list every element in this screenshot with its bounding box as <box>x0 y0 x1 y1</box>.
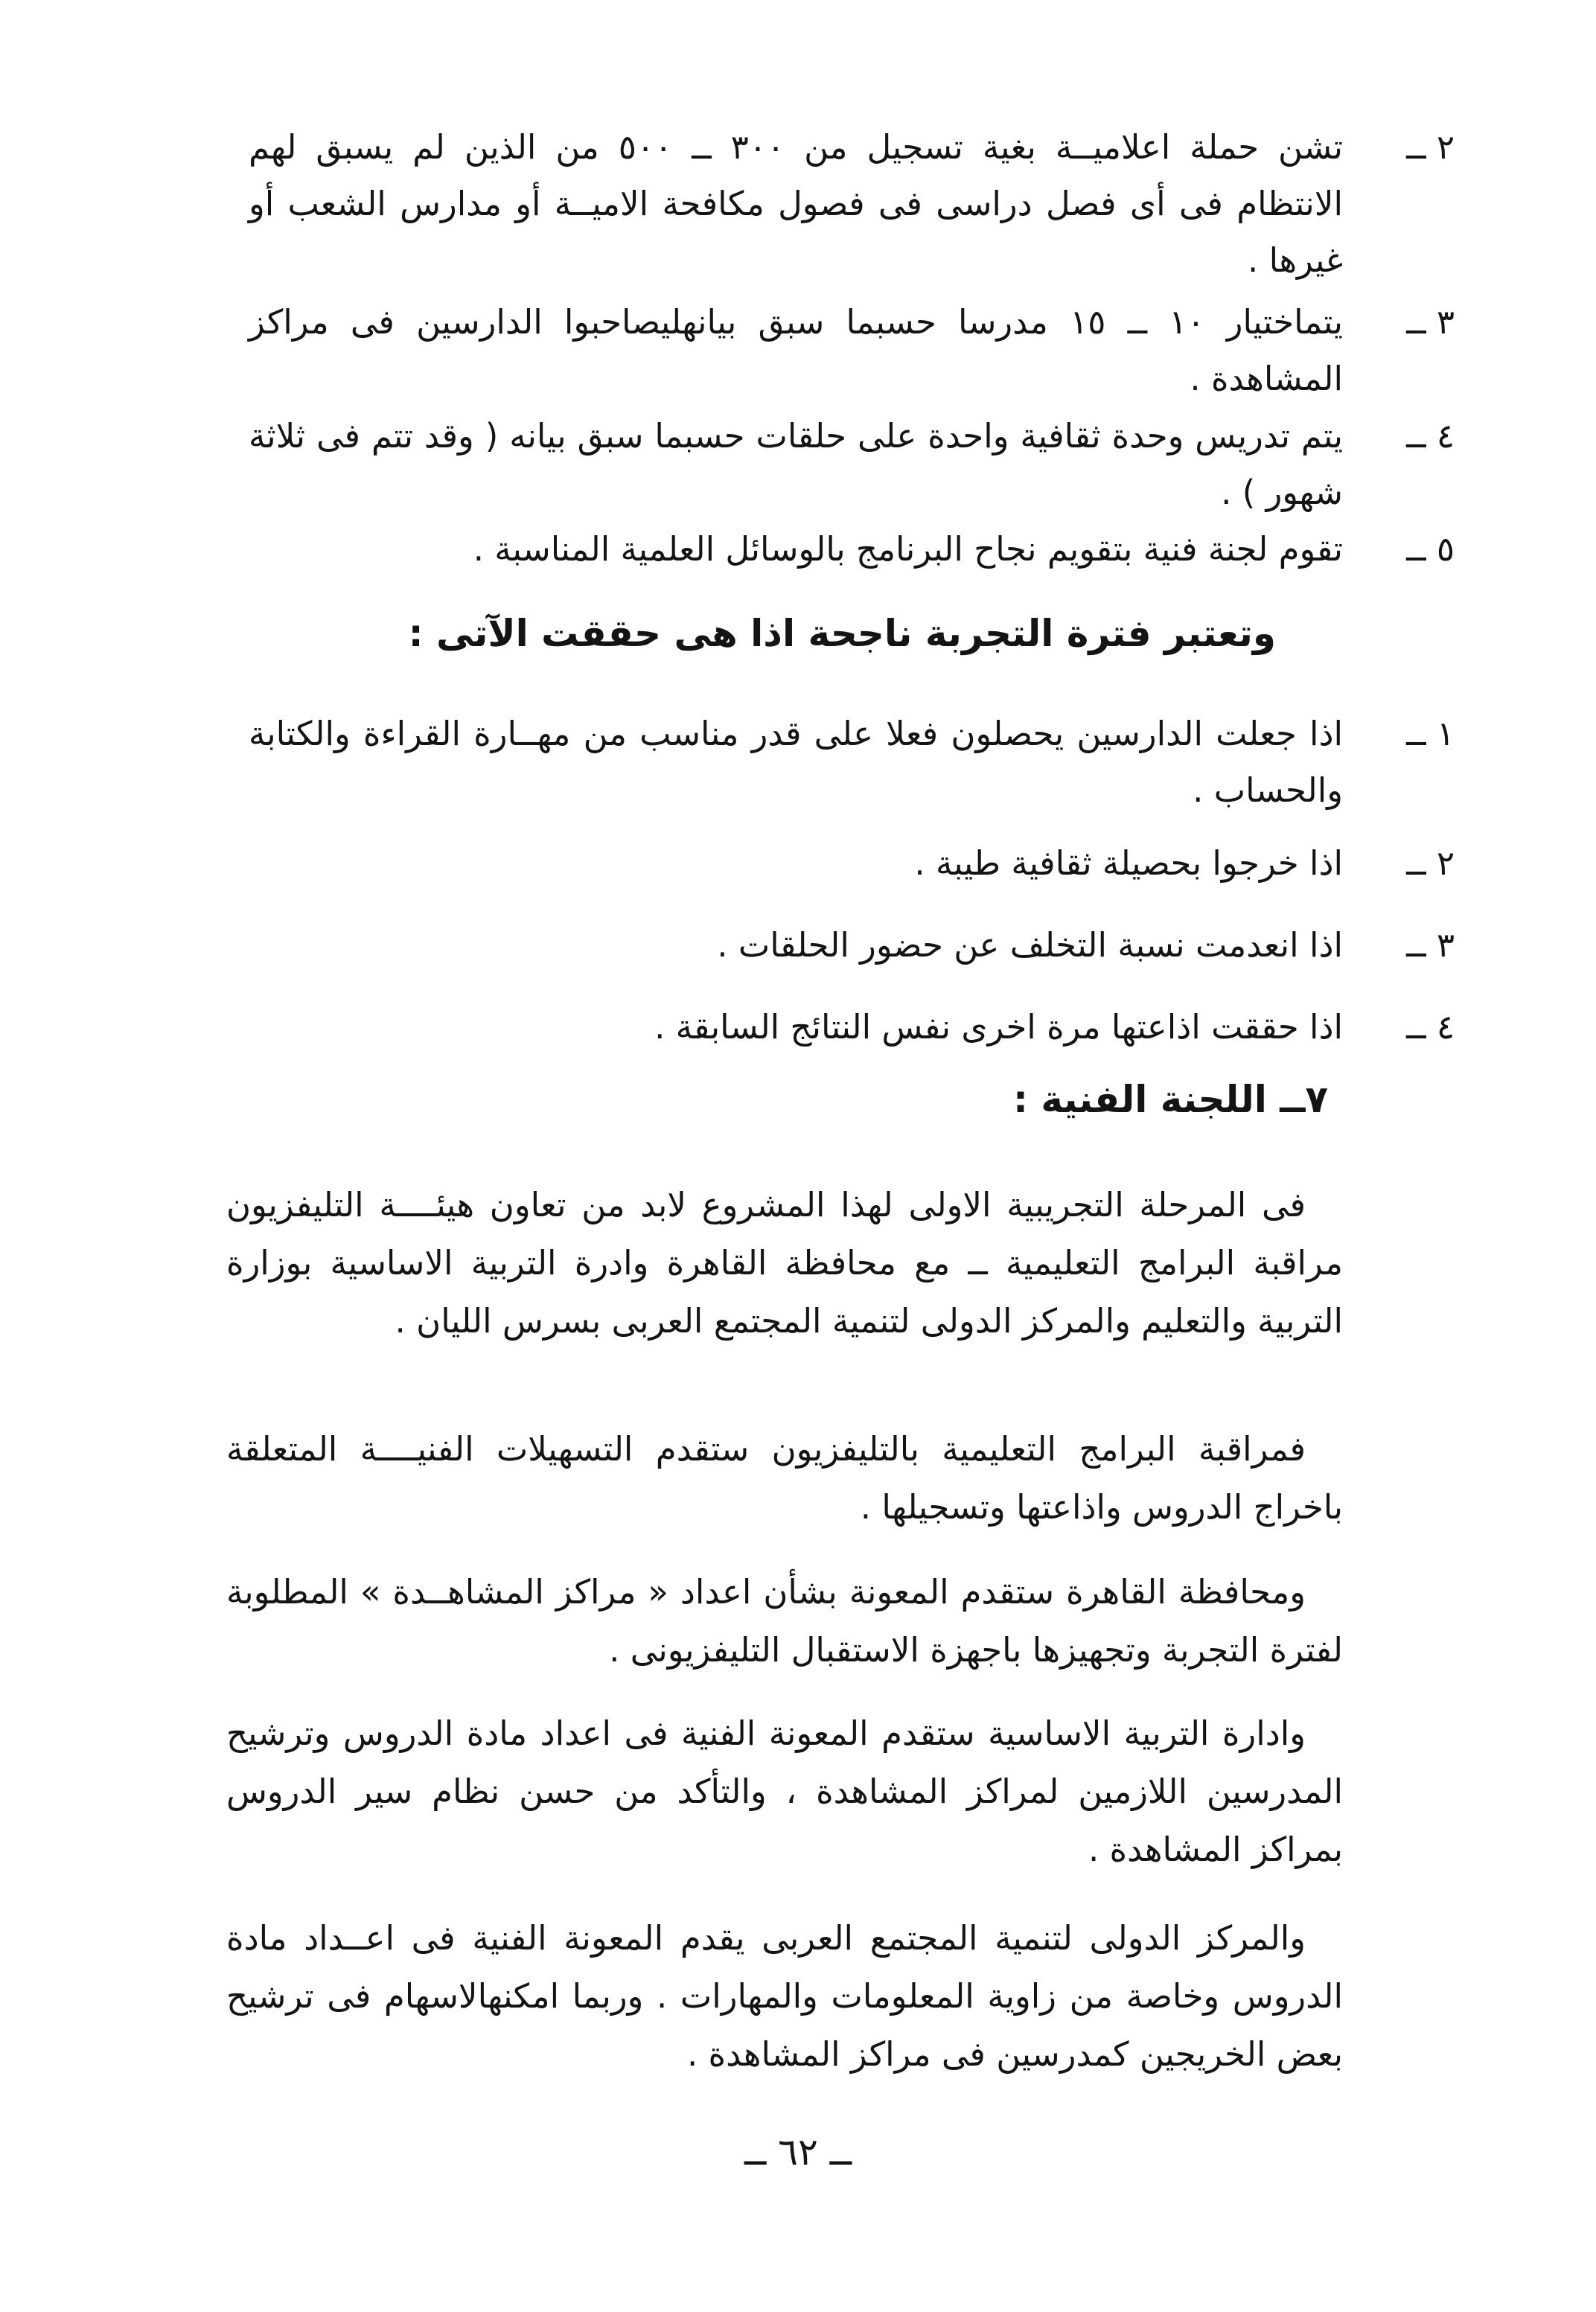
paragraph <box>226 1705 1343 1879</box>
paragraph <box>226 1563 1343 1679</box>
item-number: ٥ ــ <box>1406 529 1455 569</box>
item-text: تقوم لجنة فنية بتقويم نجاح البرنامج بالوسائل العلمية المناسبة . <box>473 529 1343 569</box>
paragraph <box>226 1909 1343 2083</box>
list-item <box>249 835 1455 892</box>
item-number: ٢ ــ <box>1406 843 1455 883</box>
list-item <box>249 408 1455 521</box>
item-text: اذا جعلت الدارسين يحصلون فعلا على قدر مناسب من مهــارة القراءة والكتابة والحساب . <box>249 714 1343 810</box>
list-item <box>249 999 1455 1056</box>
item-number: ٤ ــ <box>1406 416 1455 456</box>
paragraph-text: فى المرحلة التجريبية الاولى لهذا المشروع لابد من تعاون هيئــــة التليفزيون مراقبة البرامج التعليمية ــ مع محافظة القاهرة وادرة التربية الاساسية بوزارة التربية والتعليم والمركز الدولى لتنمية المجتمع العربى بسرس الليان . <box>226 1185 1343 1341</box>
success-criteria-heading: وتعتبر فترة التجربة ناجحة اذا هى حققت الآتى : <box>408 612 1276 655</box>
item-text: يتم تدريس وحدة ثقافية واحدة على حلقات حسبما سبق بيانه ( وقد تتم فى ثلاثة شهور ) . <box>249 416 1343 512</box>
item-text: يتماختيار ١٠ ــ ١٥ مدرسا حسبما سبق بيانهليصاحبوا الدارسين فى مراكز المشاهدة . <box>249 302 1343 398</box>
item-number: ٣ ــ <box>1406 302 1455 342</box>
list-item <box>249 521 1455 578</box>
item-text: اذا حققت اذاعتها مرة اخرى نفس النتائج السابقة . <box>654 1007 1343 1047</box>
item-number: ٤ ــ <box>1406 1007 1455 1047</box>
paragraph-text: فمراقبة البرامج التعليمية بالتليفزيون ستقدم التسهيلات الفنيــــة المتعلقة باخراج الدروس واذاعتها وتسجيلها . <box>226 1429 1343 1527</box>
item-text: تشن حملة اعلاميــة بغية تسجيل من ٣٠٠ ــ ٥٠٠ من الذين لم يسبق لهم الانتظام فى أى فصل دراسى فى فصول مكافحة الاميــة أو مدارس الشعب أو غيرها . <box>249 127 1343 280</box>
item-text: اذا انعدمت نسبة التخلف عن حضور الحلقات . <box>717 925 1343 965</box>
paragraph-text: ومحافظة القاهرة ستقدم المعونة بشأن اعداد « مراكز المشاهــدة » المطلوبة لفترة التجربة وتجهيزها باجهزة الاستقبال التليفزيونى . <box>226 1572 1343 1670</box>
paragraph-text: وادارة التربية الاساسية ستقدم المعونة الفنية فى اعداد مادة الدروس وترشيح المدرسين اللازمين لمراكز المشاهدة ، والتأكد من حسن نظام سير الدروس بمراكز المشاهدة . <box>226 1714 1343 1869</box>
paragraph-text: والمركز الدولى لتنمية المجتمع العربى يقدم المعونة الفنية فى اعــداد مادة الدروس وخاصة من زاوية المعلومات والمهارات . وربما امكنهالاسهام فى ترشيح بعض الخريجين كمدرسين فى مراكز المشاهدة . <box>226 1918 1343 2074</box>
list-item <box>249 119 1455 289</box>
item-number: ١ ــ <box>1406 714 1455 753</box>
page-number: ــ ٦٢ ــ <box>744 2130 852 2174</box>
item-text: اذا خرجوا بحصيلة ثقافية طيبة . <box>914 843 1343 883</box>
paragraph <box>226 1176 1343 1350</box>
paragraph <box>226 1420 1343 1536</box>
item-number: ٢ ــ <box>1406 127 1455 167</box>
technical-committee-heading: ٧ــ اللجنة الفنية : <box>1012 1078 1328 1121</box>
list-item <box>249 917 1455 974</box>
list-item <box>249 706 1455 819</box>
item-number: ٣ ــ <box>1406 925 1455 965</box>
list-item <box>249 294 1455 407</box>
